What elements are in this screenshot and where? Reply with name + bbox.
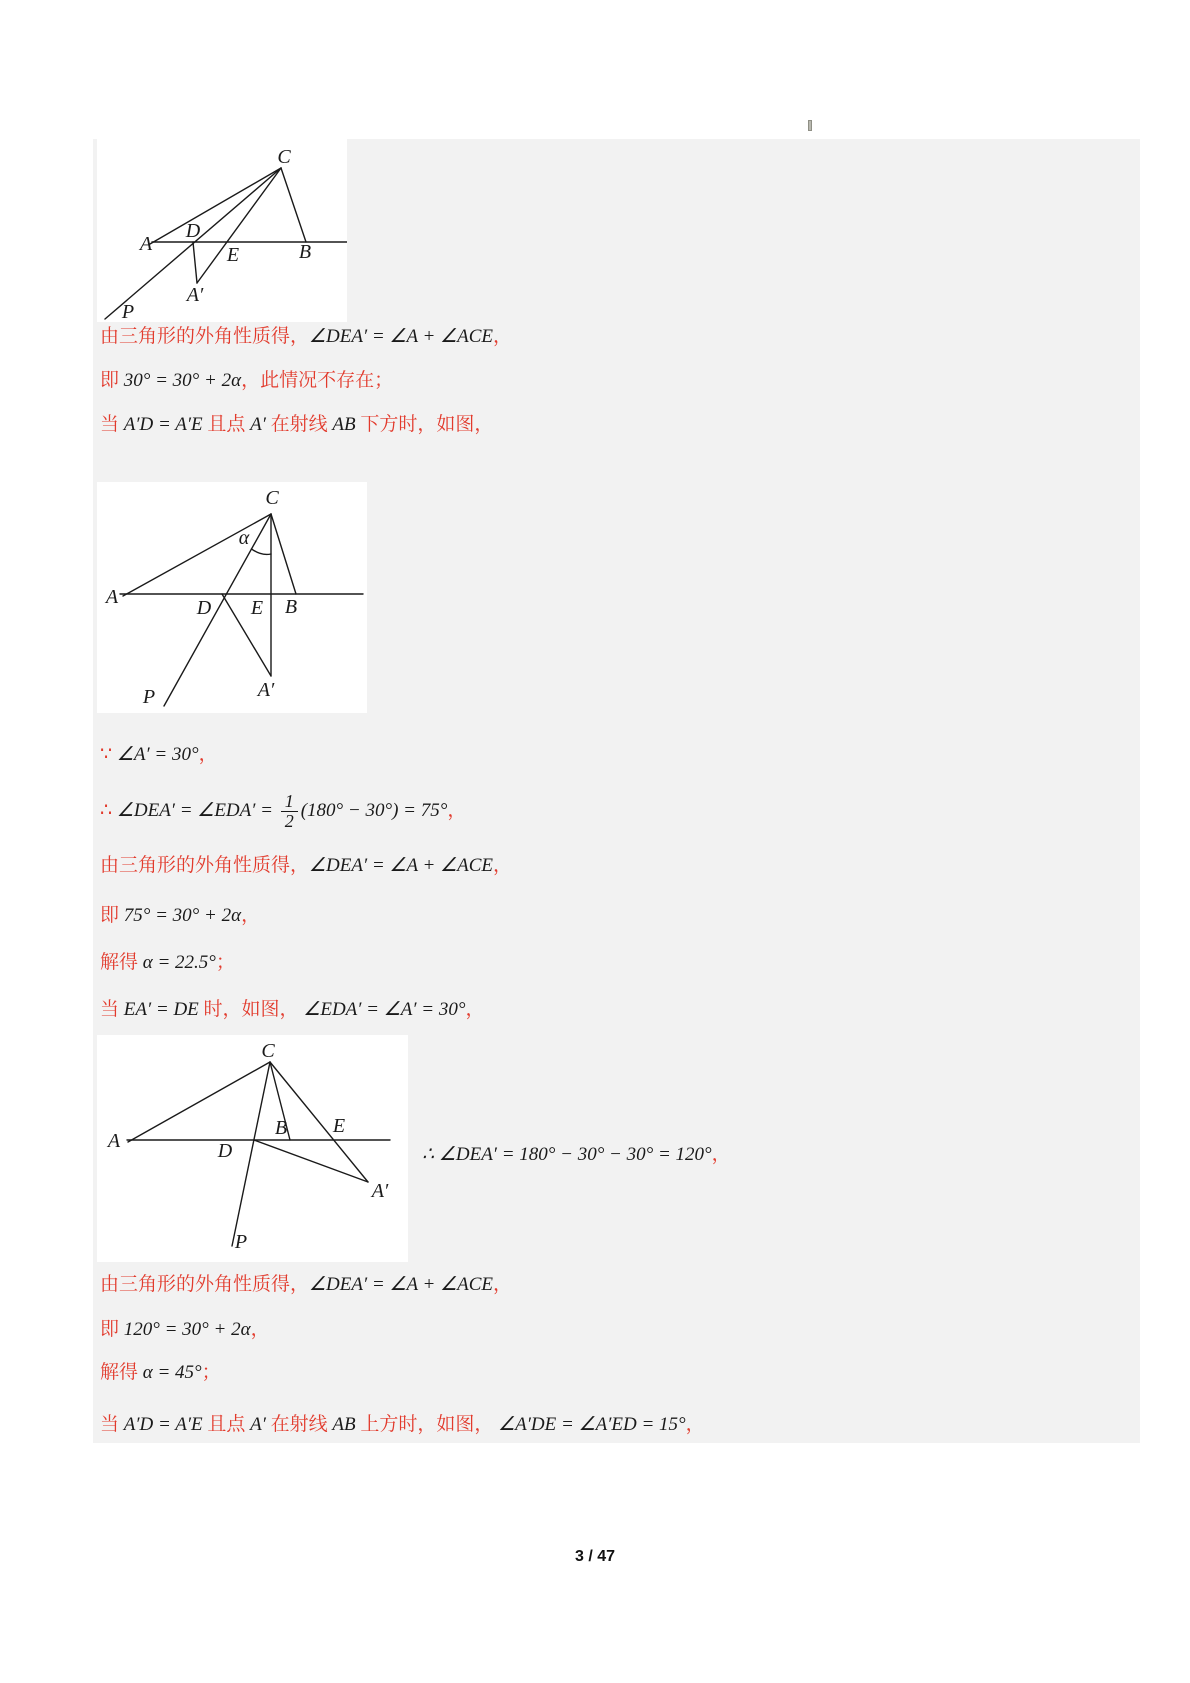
text-segment: 当 bbox=[100, 1414, 124, 1435]
fig1-line-CB bbox=[281, 168, 306, 242]
solution-line-13 bbox=[100, 1360, 221, 1386]
text-segment: 且点 bbox=[202, 1414, 251, 1435]
figure-1 bbox=[97, 137, 347, 322]
fig3-point-label-D: D bbox=[217, 1140, 233, 1162]
figure-1-drawing bbox=[97, 137, 347, 322]
math-segment: 30° = 30° + 2α bbox=[123, 370, 242, 391]
text-segment: 由三角形的外角性质得， bbox=[100, 855, 310, 876]
fig3-point-label-P: P bbox=[234, 1231, 248, 1253]
text-segment: 即 bbox=[100, 905, 124, 926]
text-segment: 在射线 bbox=[265, 1414, 333, 1435]
fig3-line-CDP bbox=[232, 1062, 270, 1246]
text-segment: ， bbox=[493, 1274, 513, 1295]
text-segment: 在射线 bbox=[265, 414, 333, 435]
text-segment: ， bbox=[711, 1144, 731, 1165]
fig3-point-label-B: B bbox=[274, 1117, 288, 1139]
fig1-point-label-E: E bbox=[226, 244, 240, 266]
text-segment: ； bbox=[201, 1362, 221, 1383]
text-segment: ， bbox=[685, 1414, 705, 1435]
text-segment: 解得 bbox=[100, 1362, 143, 1383]
fig1-line-CA bbox=[150, 168, 281, 244]
fig3-point-label-E: E bbox=[332, 1115, 346, 1137]
solution-line-5 bbox=[100, 786, 466, 836]
fig2-point-label-P: P bbox=[142, 686, 156, 708]
math-segment: EA′ = DE bbox=[123, 999, 199, 1020]
fig2-point-label-D: D bbox=[196, 597, 212, 619]
fig1-point-label-C: C bbox=[277, 146, 291, 168]
text-segment: 当 bbox=[100, 414, 124, 435]
text-segment: 当 bbox=[100, 999, 124, 1020]
fig1-point-label-A-prime: A′ bbox=[186, 284, 204, 306]
figure-2-drawing bbox=[97, 482, 367, 713]
math-segment: ∴ ∠DEA′ = 180° − 30° − 30° = 120° bbox=[422, 1144, 712, 1165]
math-segment: A′D = A′E bbox=[123, 1414, 203, 1435]
text-segment: 且点 bbox=[202, 414, 251, 435]
solution-line-14 bbox=[100, 1412, 705, 1438]
text-segment: 即 bbox=[100, 1319, 124, 1340]
text-segment: 上方时，如图， bbox=[355, 1414, 499, 1435]
solution-line-11 bbox=[100, 1272, 512, 1298]
text-segment: ， bbox=[241, 905, 261, 926]
math-segment: (180° − 30°) = 75° bbox=[300, 800, 448, 821]
text-segment: ， bbox=[250, 1319, 270, 1340]
fig3-point-label-C: C bbox=[261, 1040, 275, 1062]
text-segment: ， bbox=[493, 326, 513, 347]
stray-mark bbox=[808, 120, 812, 131]
page-number: 3 / 47 bbox=[574, 1548, 616, 1565]
math-segment: ∠DEA′ = ∠A + ∠ACE bbox=[309, 855, 493, 876]
math-segment: 120° = 30° + 2α bbox=[123, 1319, 251, 1340]
solution-line-2 bbox=[100, 368, 393, 394]
fig1-line-DAprime bbox=[193, 242, 197, 283]
text-segment: 下方时，如图， bbox=[355, 414, 494, 435]
text-segment: 由三角形的外角性质得， bbox=[100, 1274, 310, 1295]
text-segment: 由三角形的外角性质得， bbox=[100, 326, 310, 347]
text-segment: ， bbox=[447, 800, 467, 821]
therefore-symbol: ∴ bbox=[100, 800, 117, 821]
fig2-point-label-B: B bbox=[284, 596, 298, 618]
solution-line-10 bbox=[422, 1142, 731, 1168]
fig2-angle-label-alpha: α bbox=[238, 527, 250, 549]
text-segment: ， bbox=[198, 744, 218, 765]
text-segment: 解得 bbox=[100, 952, 143, 973]
fig3-point-label-A-prime: A′ bbox=[371, 1180, 389, 1202]
figure-3-drawing bbox=[97, 1035, 408, 1262]
fig1-point-label-A: A bbox=[139, 233, 153, 255]
fraction-denominator: 2 bbox=[284, 811, 294, 832]
math-segment: ∠EDA′ = ∠A′ = 30° bbox=[303, 999, 466, 1020]
solution-line-1 bbox=[100, 324, 512, 350]
math-segment: A′ bbox=[250, 414, 266, 435]
fig2-point-label-A: A bbox=[105, 586, 119, 608]
solution-line-4 bbox=[100, 742, 218, 768]
math-segment: AB bbox=[332, 414, 356, 435]
fig1-point-label-D: D bbox=[185, 220, 201, 242]
fig2-line-DAprime bbox=[222, 594, 271, 676]
fig2-point-label-E: E bbox=[250, 597, 264, 619]
fig1-point-label-B: B bbox=[298, 241, 312, 263]
math-segment: α = 45° bbox=[142, 1362, 202, 1383]
fig3-line-CA bbox=[128, 1062, 270, 1142]
fig3-point-label-A: A bbox=[107, 1130, 121, 1152]
text-segment: ， bbox=[493, 855, 513, 876]
fig2-point-label-A-prime: A′ bbox=[257, 679, 275, 701]
text-segment: 即 bbox=[100, 370, 124, 391]
text-segment: ， bbox=[465, 999, 485, 1020]
math-segment: α = 22.5° bbox=[142, 952, 216, 973]
math-segment: AB bbox=[332, 1414, 356, 1435]
figure-3 bbox=[97, 1035, 408, 1262]
figure-2 bbox=[97, 482, 367, 713]
math-segment: ∠A′ = 30° bbox=[116, 744, 199, 765]
solution-line-6 bbox=[100, 853, 512, 879]
fig1-point-label-P: P bbox=[121, 301, 135, 322]
fig2-line-CB bbox=[271, 514, 296, 594]
fraction-numerator: 1 bbox=[281, 792, 298, 812]
text-segment: ，此情况不存在； bbox=[241, 370, 394, 391]
solution-line-9 bbox=[100, 997, 485, 1023]
math-segment: 75° = 30° + 2α bbox=[123, 905, 242, 926]
solution-line-7 bbox=[100, 903, 260, 929]
math-segment: A′D = A′E bbox=[123, 414, 203, 435]
solution-line-12 bbox=[100, 1317, 270, 1343]
math-segment: ∠DEA′ = ∠A + ∠ACE bbox=[309, 1274, 493, 1295]
solution-line-8 bbox=[100, 950, 235, 976]
text-segment: 时，如图， bbox=[198, 999, 304, 1020]
math-segment: A′ bbox=[250, 1414, 266, 1435]
fig2-point-label-C: C bbox=[265, 487, 279, 509]
because-symbol: ∵ bbox=[100, 744, 117, 765]
math-segment: ∠DEA′ = ∠A + ∠ACE bbox=[309, 326, 493, 347]
math-segment: ∠A′DE = ∠A′ED = 15° bbox=[498, 1414, 686, 1435]
solution-line-3 bbox=[100, 412, 493, 438]
text-segment: ； bbox=[215, 952, 235, 973]
angle-alpha-arc bbox=[252, 549, 272, 555]
fraction-one-half bbox=[281, 792, 298, 831]
math-segment: ∠DEA′ = ∠EDA′ = bbox=[116, 800, 278, 821]
